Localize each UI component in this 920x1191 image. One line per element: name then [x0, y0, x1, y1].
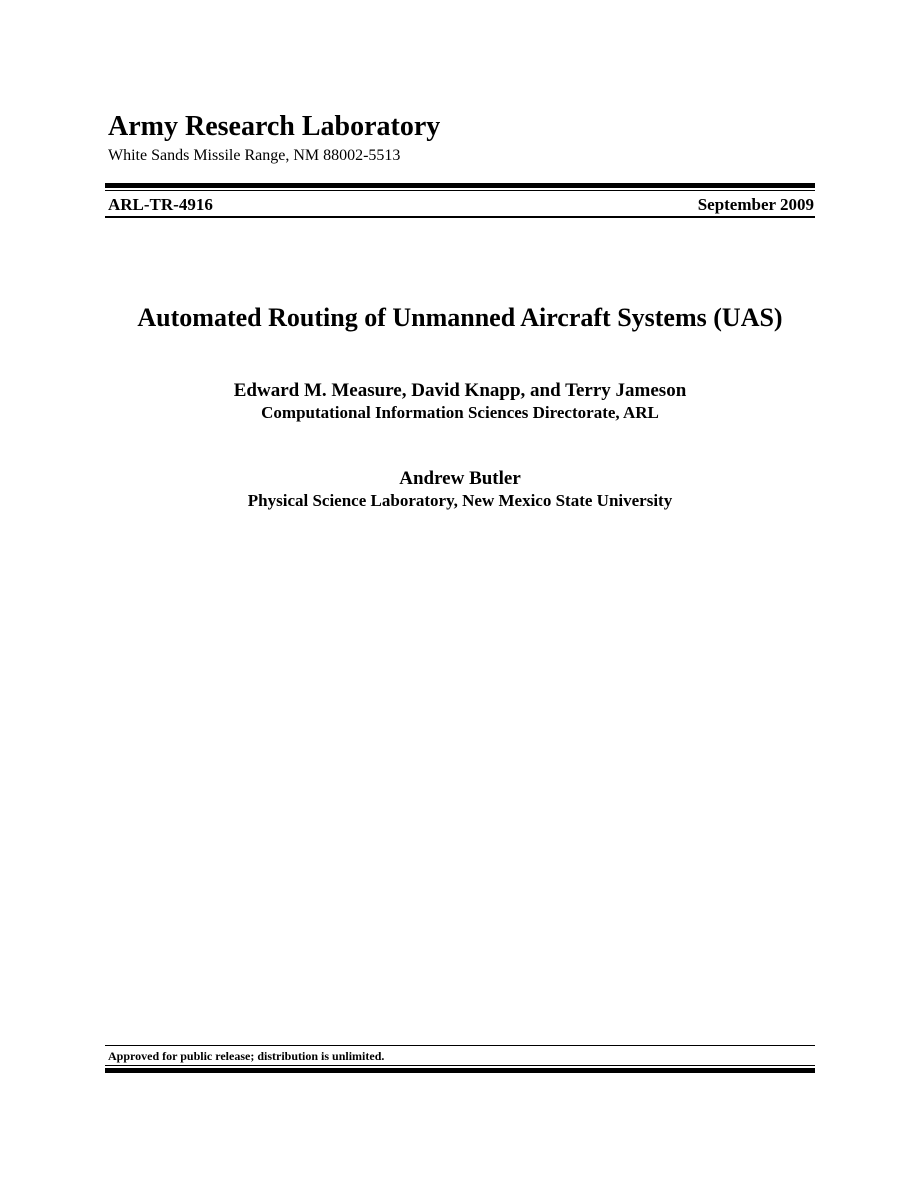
author-names: Andrew Butler	[399, 468, 521, 489]
header-thick-rule	[105, 183, 815, 188]
footer-thin-rule-lower	[105, 1065, 815, 1066]
distribution-statement: Approved for public release; distribution is unlimited.	[108, 1049, 385, 1063]
author-affiliation: Physical Science Laboratory, New Mexico State University	[247, 491, 673, 510]
header-thin-rule	[105, 190, 815, 191]
footer-thin-rule	[105, 1045, 815, 1046]
author-group-arl	[0, 380, 920, 424]
report-title: Automated Routing of Unmanned Aircraft Systems (UAS)	[137, 303, 783, 332]
report-number: ARL-TR-4916	[108, 195, 213, 214]
author-group-nmsu	[0, 468, 920, 512]
lab-name: Army Research Laboratory	[108, 111, 441, 142]
author-affiliation: Computational Information Sciences Directorate, ARL	[261, 403, 659, 422]
report-info-rule	[105, 216, 815, 218]
lab-address: White Sands Missile Range, NM 88002-5513	[108, 147, 401, 164]
author-names: Edward M. Measure, David Knapp, and Terry Jameson	[233, 380, 687, 401]
footer-thick-rule	[105, 1068, 815, 1073]
report-date: September 2009	[697, 195, 814, 214]
